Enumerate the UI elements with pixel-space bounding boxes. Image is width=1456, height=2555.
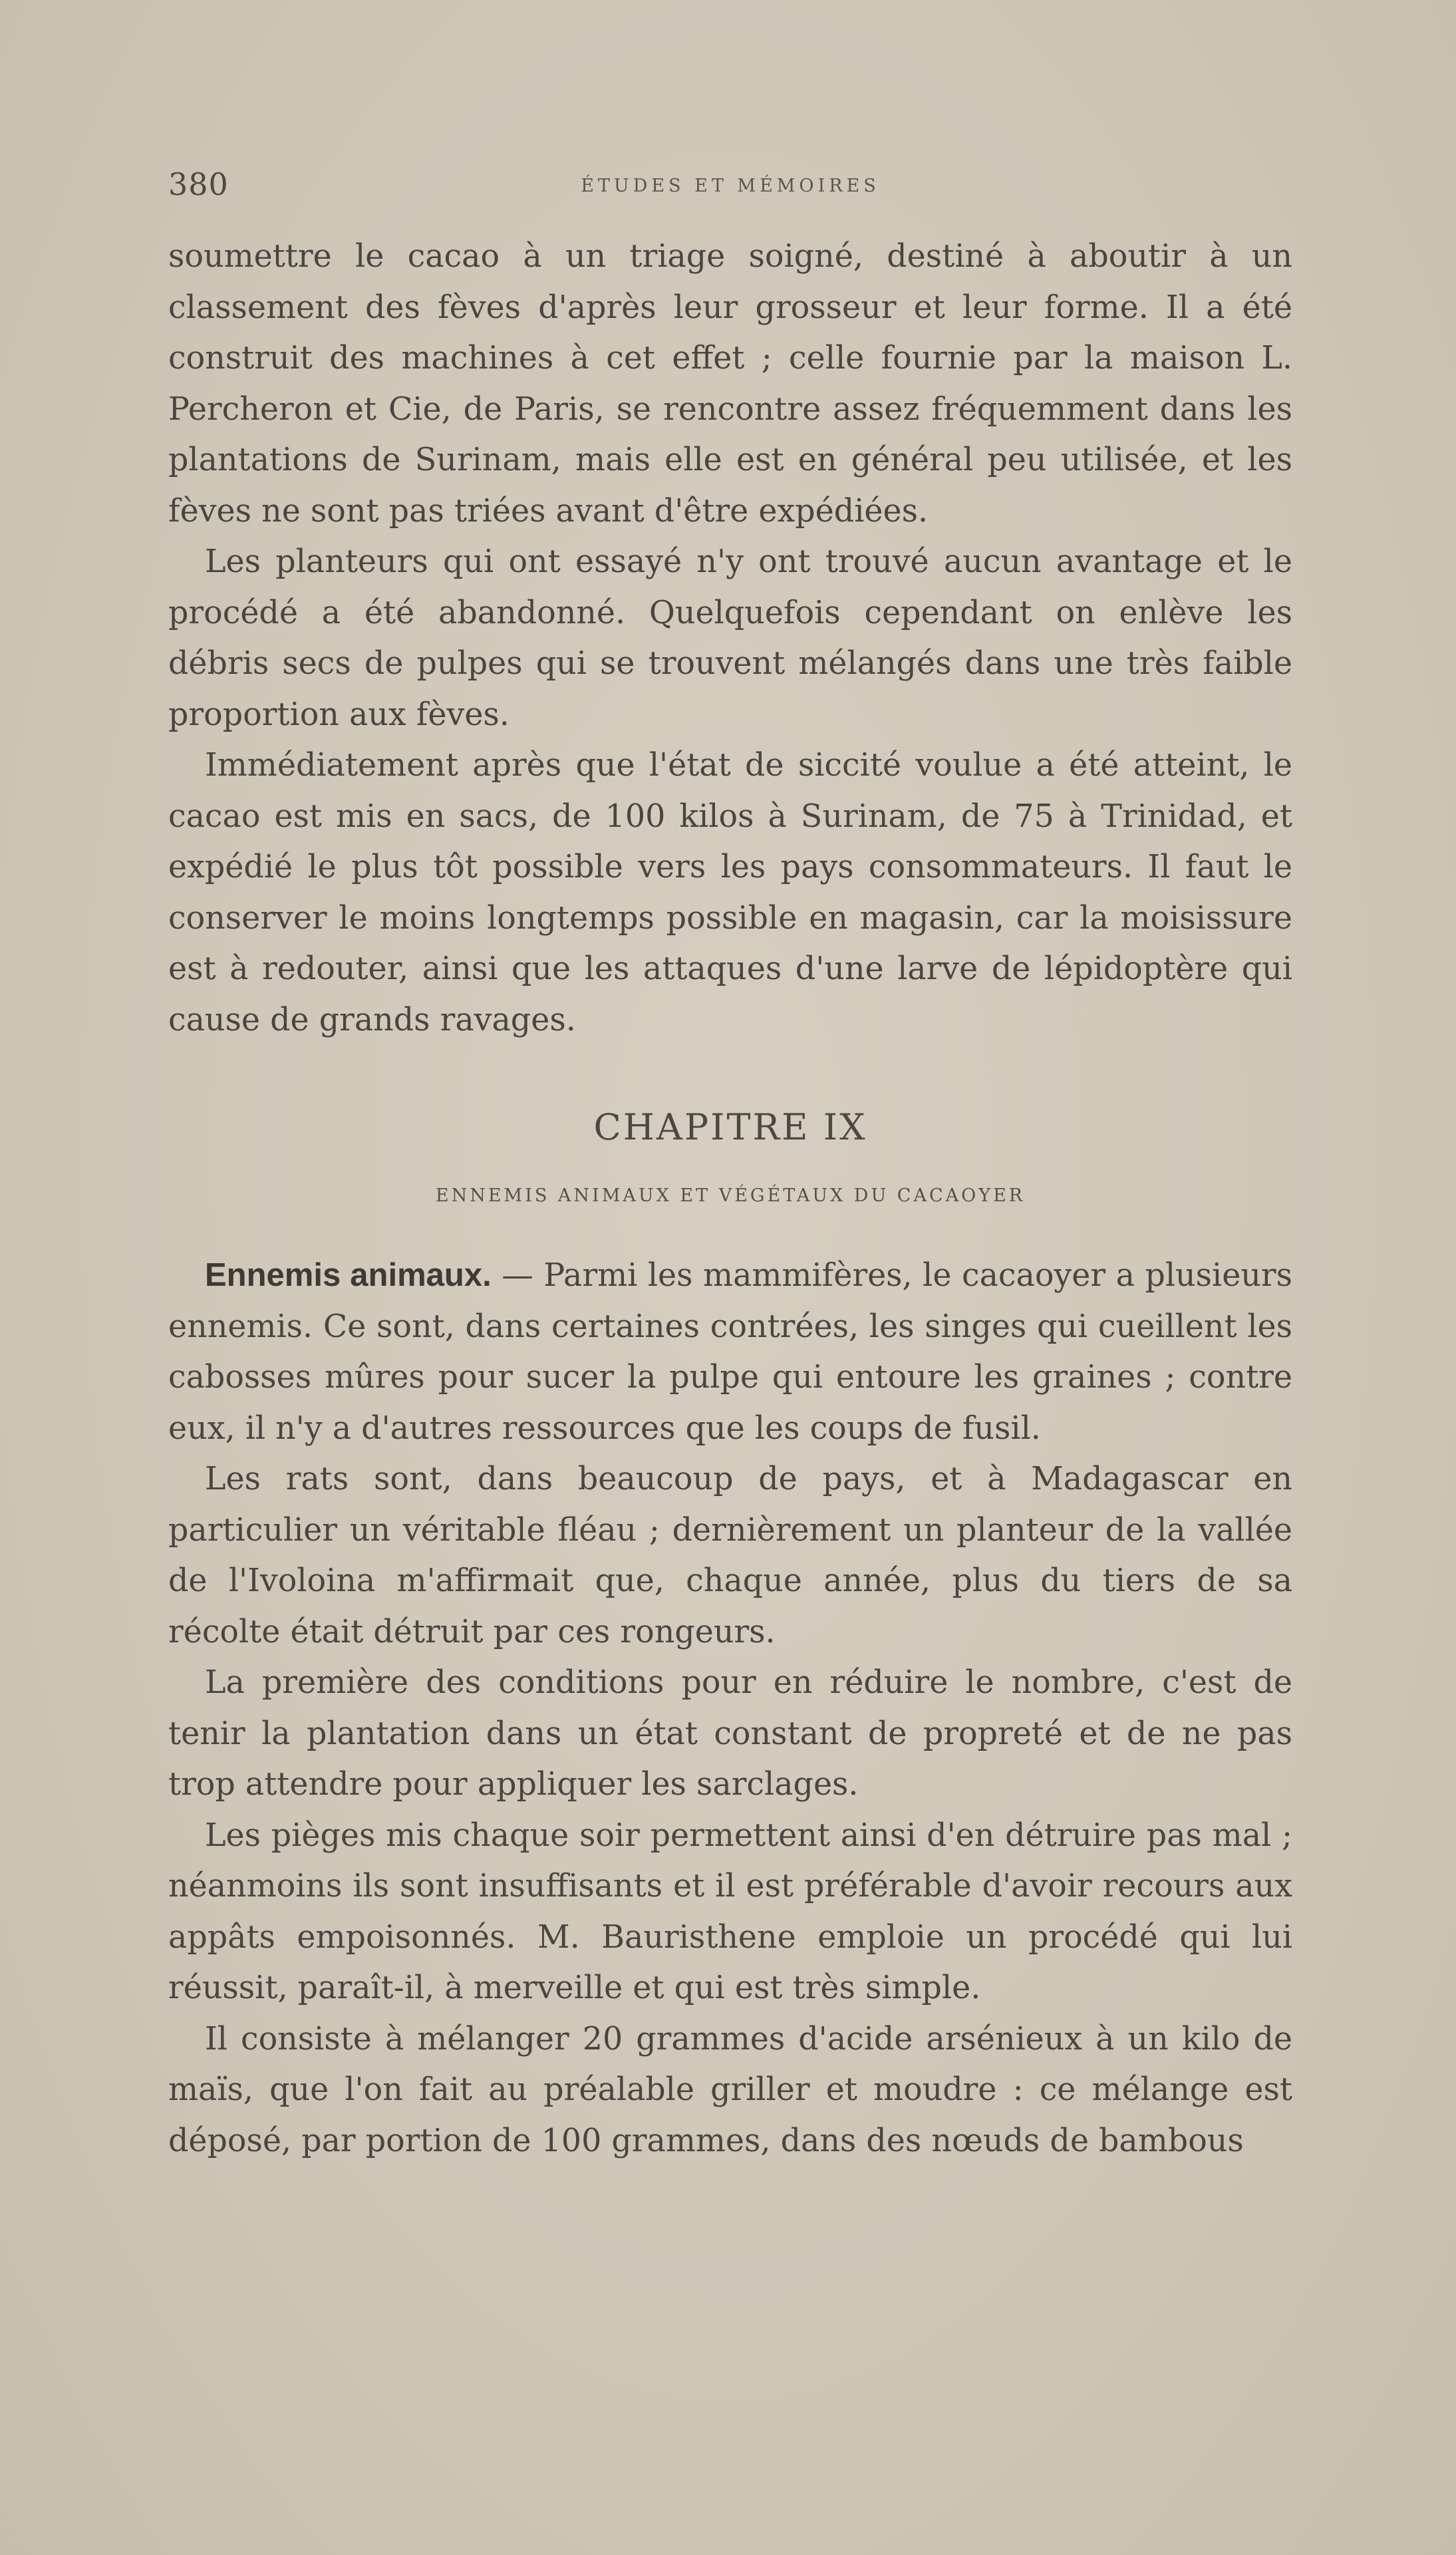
section-heading: Ennemis animaux. bbox=[205, 1257, 492, 1293]
page-header bbox=[168, 166, 1292, 213]
paragraph bbox=[168, 1250, 1292, 1454]
paragraph: Immédiatement après que l'état de siccité voulue a été atteint, le cacao est mis en sacs, de 100 kilos à Surinam, de 75 à Trinidad, et expédié le plus tôt possible vers les pays consommateurs. Il faut le conserver le moins longtemps possible en magasin, car la moisissure est à redouter, ainsi que les attaques d'une larve de lépidoptère qui cause de grands ravages. bbox=[168, 747, 1292, 1038]
chapter-title: CHAPITRE IX bbox=[593, 1106, 867, 1148]
page-number: 380 bbox=[168, 166, 229, 202]
paragraph: Les pièges mis chaque soir permettent ainsi d'en détruire pas mal ; néanmoins ils sont insuffisants et il est préférable d'avoir recours aux appâts empoisonnés. M. Bauristhene emploie un procédé qui lui réussit, paraît-il, à merveille et qui est très simple. bbox=[168, 1817, 1292, 2006]
paragraph: Les rats sont, dans beaucoup de pays, et à Madagascar en particulier un véritable fléau ; dernièrement un planteur de la vallée de l'Ivoloina m'affirmait que, chaque année, plus du tiers de sa récolte était détruit par ces rongeurs. bbox=[168, 1461, 1292, 1650]
chapter-subtitle: ENNEMIS ANIMAUX ET VÉGÉTAUX DU CACAOYER bbox=[435, 1185, 1026, 1206]
paragraph: Il consiste à mélanger 20 grammes d'acide arsénieux à un kilo de maïs, que l'on fait au préalable griller et moudre : ce mélange est déposé, par portion de 100 grammes, dans des nœuds de bambous bbox=[168, 2020, 1292, 2159]
running-title: ÉTUDES ET MÉMOIRES bbox=[581, 176, 880, 196]
section-first-text: — Parmi les mammifères, le cacaoyer a plusieurs ennemis. Ce sont, dans certaines contrées, les singes qui cueillent les cabosses mûres pour sucer la pulpe qui entoure les graines ; contre eux, il n'y a d'autres ressources que les coups de fusil. bbox=[168, 1257, 1292, 1447]
paragraph: La première des conditions pour en réduire le nombre, c'est de tenir la plantation dans un état constant de propreté et de ne pas trop attendre pour appliquer les sarclages. bbox=[168, 1664, 1292, 1803]
page-content bbox=[168, 166, 1292, 2167]
paragraph: Les planteurs qui ont essayé n'y ont trouvé aucun avantage et le procédé a été abandonné. Quelquefois cependant on enlève les débris secs de pulpes qui se trouvent mélangés dans une très faible proportion aux fèves. bbox=[168, 543, 1292, 733]
chapter-heading bbox=[168, 1104, 1292, 1206]
paragraph: soumettre le cacao à un triage soigné, destiné à aboutir à un classement des fèves d'après leur grosseur et leur forme. Il a été construit des machines à cet effet ; celle fournie par la maison L. Percheron et Cie, de Paris, se rencontre assez fréquemment dans les plantations de Surinam, mais elle est en général peu utilisée, et les fèves ne sont pas triées avant d'être expédiées. bbox=[168, 238, 1292, 529]
